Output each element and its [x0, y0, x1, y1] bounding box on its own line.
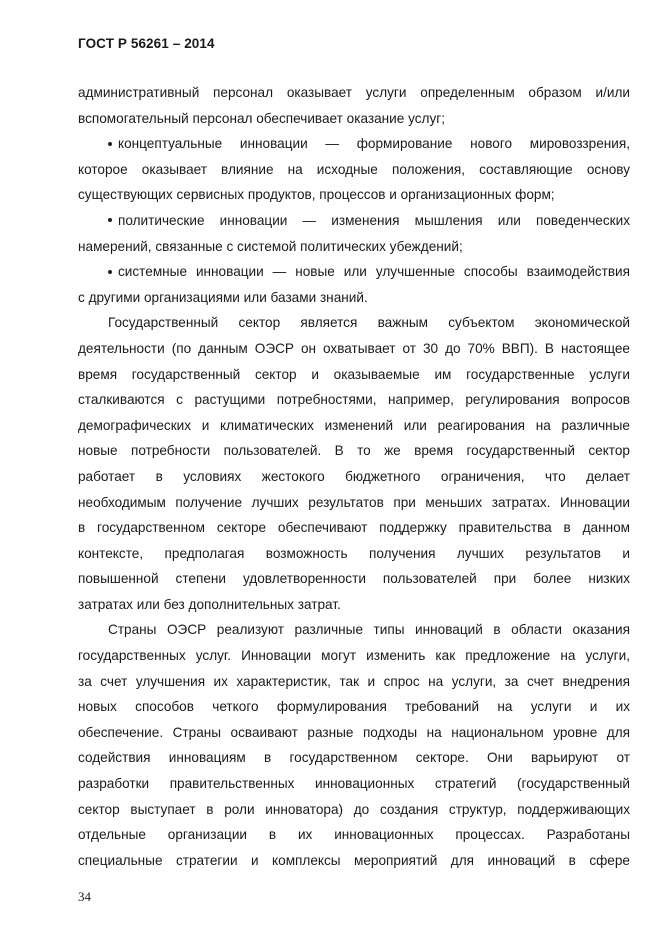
line-text: намерений, связанные с системой политических убеждений; — [78, 238, 463, 254]
text-line — [78, 720, 630, 746]
line-text: работает в условиях жестокого бюджетного ограничения, что делает — [78, 468, 630, 484]
text-line — [78, 413, 630, 439]
line-text: политические инновации — изменения мышления или поведенческих — [118, 212, 630, 228]
bullet-icon — [108, 270, 112, 274]
line-text: Страны ОЭСР реализуют различные типы инноваций в области оказания — [108, 622, 630, 638]
line-text: необходимым получение лучших результатов при меньших затратах. Инновации — [78, 494, 630, 510]
text-line — [78, 336, 630, 362]
text-line — [78, 745, 630, 771]
line-text: разработки правительственных инновационных стратегий (государственный — [78, 776, 630, 792]
line-text: новые потребности пользователей. В то же время государственный сектор — [78, 443, 630, 459]
line-text: государственных услуг. Инновации могут изменить как предложение на услуги, — [78, 648, 630, 664]
text-line — [78, 822, 630, 848]
bullet-list-item — [78, 131, 630, 157]
line-text: деятельности (по данным ОЭСР он охватывает от 30 до 70% ВВП). В настоящее — [78, 340, 630, 356]
line-text: системные инновации — новые или улучшенные способы взаимодействия — [118, 264, 630, 280]
bullet-icon — [108, 218, 112, 222]
text-line — [78, 362, 630, 388]
document-body — [78, 80, 630, 873]
text-line — [78, 566, 630, 592]
text-line — [78, 515, 630, 541]
line-text: специальные стратегии и комплексы мероприятий для инноваций в сфере — [78, 852, 630, 868]
document-header: ГОСТ Р 56261 – 2014 — [78, 36, 215, 51]
line-text: новых способов четкого формулирования требований на услуги и их — [78, 699, 630, 715]
line-text: административный персонал оказывает услуги определенным образом и/или — [78, 85, 630, 100]
line-text: за счет улучшения их характеристик, так и спрос на услуги, за счет внедрения — [78, 673, 630, 689]
line-text: с другими организациями или базами знаний. — [78, 289, 368, 305]
line-text: отдельные организации в их инновационных процессах. Разработаны — [78, 827, 630, 843]
line-text: время государственный сектор и оказываемые им государственные услуги — [78, 366, 630, 382]
line-text: контексте, предполагая возможность получения лучших результатов и — [78, 545, 630, 561]
text-line — [78, 438, 630, 464]
text-line — [78, 643, 630, 669]
text-line — [78, 617, 630, 643]
line-text: содействия инновациям в государственном секторе. Они варьируют от — [78, 750, 630, 766]
line-text: обеспечение. Страны осваивают разные подходы на национальном уровне для — [78, 724, 630, 740]
text-line — [78, 592, 630, 618]
text-line — [78, 234, 630, 260]
text-line — [78, 182, 630, 208]
bullet-list-item — [78, 259, 630, 285]
text-line — [78, 848, 630, 874]
text-line — [78, 797, 630, 823]
line-text: затратах или без дополнительных затрат. — [78, 596, 341, 612]
line-text: повышенной степени удовлетворенности пользователей при более низких — [78, 571, 630, 587]
line-text: которое оказывает влияние на исходные положения, составляющие основу — [78, 161, 630, 177]
line-text: сталкиваются с растущими потребностями, например, регулирования вопросов — [78, 392, 630, 408]
line-text: Государственный сектор является важным субъектом экономической — [108, 315, 630, 331]
text-line — [78, 80, 630, 106]
bullet-icon — [108, 142, 112, 146]
text-line — [78, 387, 630, 413]
text-line — [78, 106, 630, 132]
text-line — [78, 694, 630, 720]
line-text: в государственном секторе обеспечивают поддержку правительства в данном — [78, 520, 630, 536]
line-text: демографических и климатических изменений или реагирования на различные — [78, 417, 630, 433]
bullet-list-item — [78, 208, 630, 234]
line-text: существующих сервисных продуктов, процессов и организационных форм; — [78, 187, 555, 203]
text-line — [78, 310, 630, 336]
text-line — [78, 771, 630, 797]
line-text: сектор выступает в роли инноватора) до создания структур, поддерживающих — [78, 801, 630, 817]
line-text: вспомогательный персонал обеспечивает оказание услуг; — [78, 110, 446, 126]
text-line — [78, 464, 630, 490]
text-line — [78, 490, 630, 516]
text-line — [78, 157, 630, 183]
page-number: 34 — [78, 889, 91, 904]
text-line — [78, 285, 630, 311]
text-line — [78, 541, 630, 567]
line-text: концептуальные инновации — формирование нового мировоззрения, — [118, 136, 630, 152]
text-line — [78, 669, 630, 695]
